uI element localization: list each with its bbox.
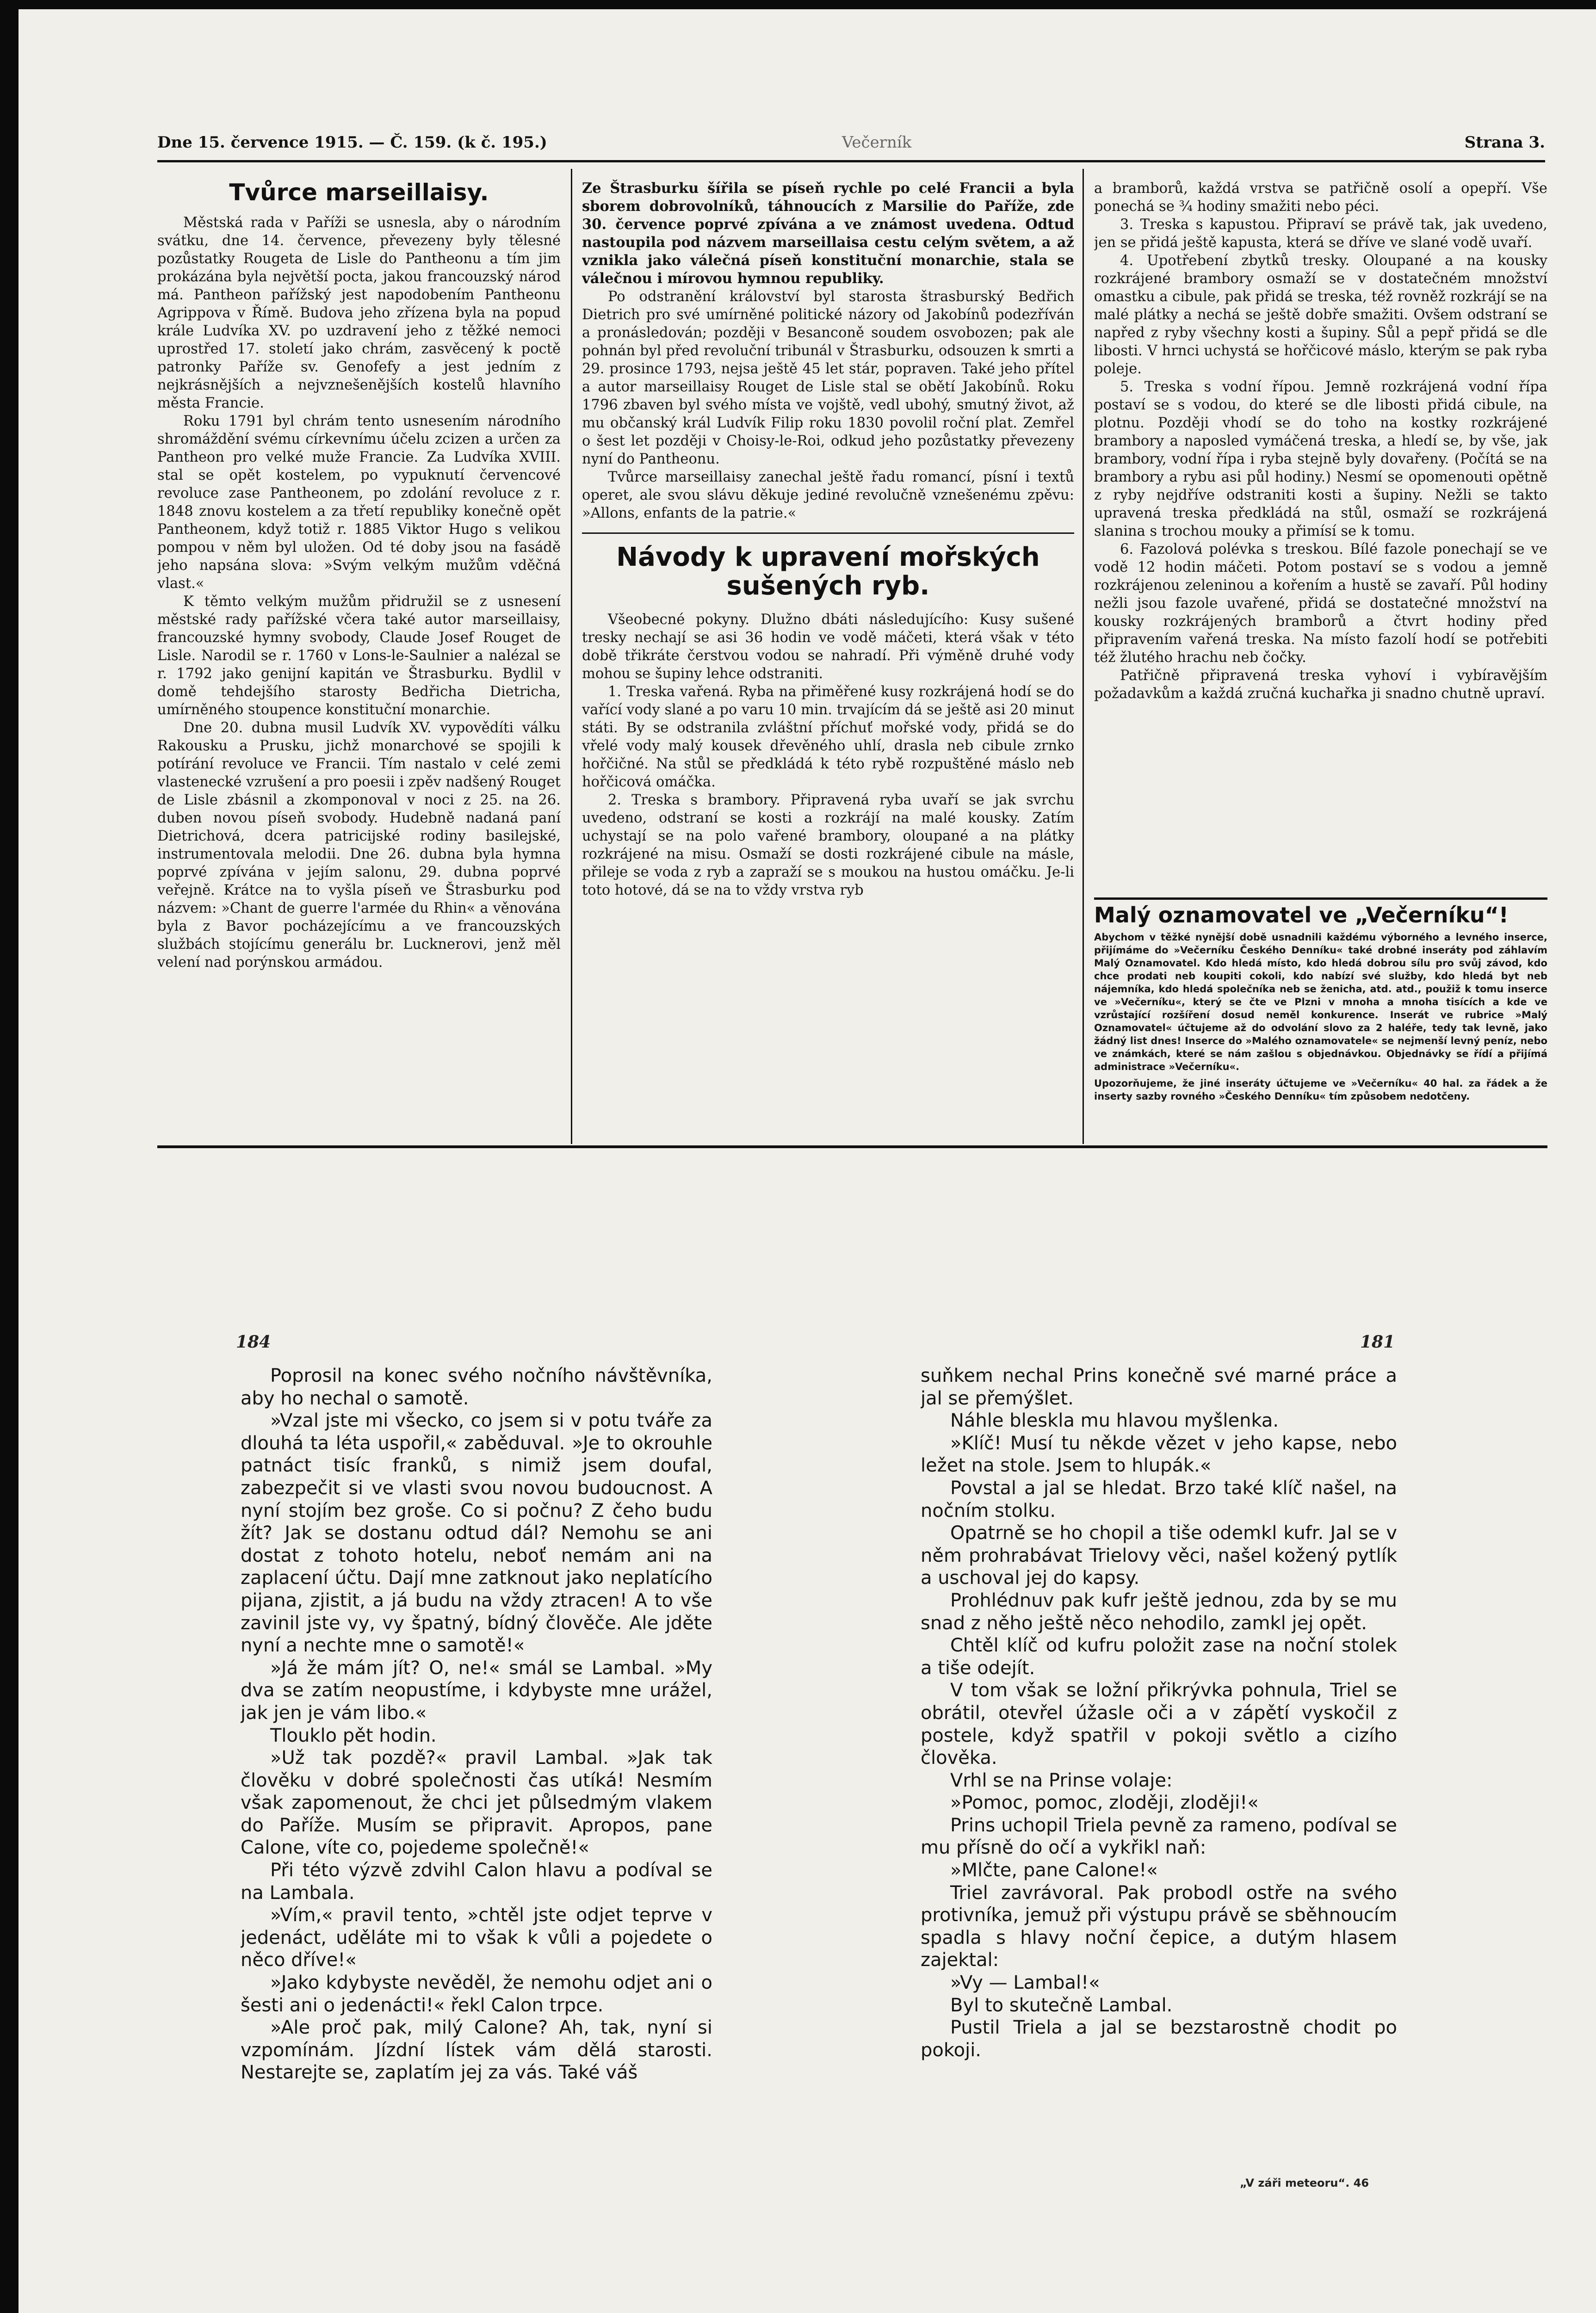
article-paragraph: Ze Štrasburku šířila se píseň rychle po celé Francii a byla sborem dobrovolníků, táhnoucích z Marsilie do Paříže, zde 30. července poprvé zpívána a ve známost uvedena. Odtud nastoupila pod názvem marseillaisa cestu celým světem, a až vznikla jako válečná píseň konstituční monarchie, stala se válečnou i mírovou hymnou republiky. <box>582 180 1074 287</box>
story-paragraph: Prins uchopil Triela pevně za rameno, podíval se mu přísně do očí a vykřikl naň: <box>921 1814 1397 1859</box>
recipe-paragraph: Všeobecné pokyny. Dlužno dbáti následujícího: Kusy sušené tresky nechají se asi 36 hodin ve vodě máčeti, která však v této době třikráte čerstvou vodou se nahradí. Při výměně druhé vody mohou se šupiny lehce odstraniti. <box>582 612 1074 682</box>
story-paragraph: Opatrně se ho chopil a tiše odemkl kufr. Jal se v něm prohrabávat Trielovy věci, našel kožený pytlík a uschoval jej do kapsy. <box>921 1522 1397 1589</box>
story-paragraph: Při této výzvě zdvihl Calon hlavu a podíval se na Lambala. <box>241 1860 712 1904</box>
page-header <box>157 133 1545 161</box>
recipe-paragraph: 6. Fazolová polévka s treskou. Bílé fazole ponechají se ve vodě 12 hodin máčeti. Potom postaví se s vodou a jemně rozkrájenou zeleninou a kořením a hustě se zavaří. Půl hodiny nežli jsou fazole uvařené, přidá se dostatečné množství na kousky rozkrájených bramborů a čtvrt hodiny před připravením vařená treska. Na místo fazolí hodí se potřebiti též žlutého hrachu neb čočky. <box>1094 541 1547 666</box>
story-paragraph: Povstal a jal se hledat. Brzo také klíč našel, na nočním stolku. <box>921 1477 1397 1521</box>
article-column-2 <box>582 179 1074 1145</box>
newspaper-page <box>19 9 1596 2313</box>
article-title-marseillaise: Tvůrce marseillaisy. <box>229 179 489 206</box>
story-paragraph: Triel zavrávoral. Pak probodl ostře na svého protivníka, jemuž při výstupu právě se sběhnoucím spadla s hlavy noční čepice, a dutým hlasem zajektal: <box>921 1882 1397 1971</box>
article-paragraph: Tvůrce marseillaisy zanechal ještě řadu romancí, písní i textů operet, ale svou slávu děkuje jediné revolučně vznešenému zpěvu: »Allons, enfants de la patrie.« <box>582 469 1074 521</box>
story-paragraph: »Vy — Lambal!« <box>950 1972 1100 1994</box>
page-bottom-rule <box>157 1145 1547 1148</box>
ad-rule-top <box>1094 897 1547 900</box>
story-page-number-left: 184 <box>236 1332 271 1352</box>
story-paragraph: suňkem nechal Prins konečně své marné práce a jal se přemýšlet. <box>921 1365 1397 1409</box>
recipe-paragraph: 3. Treska s kapustou. Připraví se právě tak, jak uvedeno, jen se přidá ještě kapusta, která se dříve ve slané vodě uvaří. <box>1094 216 1547 251</box>
column-divider-2 <box>1083 169 1084 1144</box>
recipe-paragraph: 2. Treska s brambory. Připravená ryba uvaří se jak svrchu uvedeno, odstraní se kosti a rozkrájí na malé kousky. Zatím uchystají se na polo vařené brambory, oloupané a na plátky rozkrájené na misu. Osmaží se dosti rozkrájené cibule na másle, přileje se voda z ryb a zapraží se s moukou na hustou omáčku. Je-li toto hotové, dá se na to vždy vrstva ryb <box>582 792 1074 898</box>
story-paragraph: »Už tak pozdě?« pravil Lambal. »Jak tak člověku v dobré společnosti čas utíká! Nesmím však zapomenout, že chci jet půlsedmým vlakem do Paříže. Musím se připravit. Apropos, pane Calone, víte co, pojedeme společně!« <box>241 1747 712 1859</box>
serial-story-footnote: „V záři meteoru“. 46 <box>1240 2177 1369 2189</box>
story-paragraph: »Klíč! Musí tu někde vězet v jeho kapse, nebo ležet na stole. Jsem to hlupák.« <box>921 1432 1397 1477</box>
recipe-paragraph: Patřičně připravená treska vyhoví i vybíravějším požadavkům a každá zručná kuchařka ji snadno chutně upraví. <box>1094 668 1547 702</box>
story-paragraph: »Já že mám jít? O, ne!« smál se Lambal. »My dva se zatím neopustíme, i kdybyste mne urážel, jak jen je vám libo.« <box>241 1657 712 1724</box>
story-paragraph: »Vím,« pravil tento, »chtěl jste odjet teprve v jedenáct, uděláte mi to však k vůli a pojedete o něco dříve!« <box>241 1905 712 1971</box>
story-paragraph: Pustil Triela a jal se bezstarostně chodit po pokoji. <box>921 2017 1397 2061</box>
article-column-1 <box>157 179 561 1145</box>
article-paragraph: K těmto velkým mužům přidružil se z usnesení městské rady pařížské včera také autor marseillaisy, francouzské hymny svobody, Claude Josef Rouget de Lisle. Narodil se r. 1760 v Lons-le-Saulnier a nalézal se r. 1792 jako genijní kapitán ve Štrasburku. Bydlil v domě tehdejšího starosty Bedřicha Dietricha, umírněného stoupence konstituční monarchie. <box>157 594 561 718</box>
story-paragraph: Vrhl se na Prinse volaje: <box>950 1769 1173 1791</box>
header-page-number: Strana 3. <box>1464 133 1545 152</box>
article-paragraph: Po odstranění království byl starosta štrasburský Bedřich Dietrich pro své umírněné politické názory od Jakobínů podezříván a pronásledován; později v Besanconě soudem osvobozen; pak ale pohnán byl před revoluční tribunál v Štrasburku, odsouzen k smrti a 29. prosince 1793, nejsa ještě 45 let stár, popraven. Také jeho přítel a autor marseillaisy Rouget de Lisle stal se obětí Jakobínů. Roku 1796 zbaven byl svého místa ve vojště, vedl ubohý, smutný život, až mu občanský král Ludvík Filip roku 1830 povolil roční plat. Zemřel o šest let později v Choisy-le-Roi, odkud jeho pozůstatky převezeny nyní do Pantheonu. <box>582 289 1074 467</box>
classified-ad-box <box>1094 902 1547 1143</box>
story-paragraph: »Mlčte, pane Calone!« <box>950 1860 1158 1881</box>
header-date-issue: Dne 15. července 1915. — Č. 159. (k č. 195.) <box>157 133 547 152</box>
story-paragraph: Prohlédnuv pak kufr ještě jednou, zda by se mu snad z něho ještě něco nehodilo, zamkl jej opět. <box>921 1589 1397 1634</box>
story-paragraph: Byl to skutečně Lambal. <box>950 1994 1173 2016</box>
recipe-paragraph: a bramborů, každá vrstva se patřičně osolí a opepří. Vše ponechá se ¾ hodiny smažiti nebo péci. <box>1094 180 1547 215</box>
story-paragraph: »Pomoc, pomoc, zloději, zloději!« <box>950 1792 1259 1814</box>
article-column-3 <box>1094 179 1547 894</box>
story-paragraph: »Ale proč pak, milý Calone? Ah, tak, nyní si vzpomínám. Jízdní lístek vám dělá starosti. Nestarejte se, zaplatím jej za vás. Také váš <box>241 2017 712 2084</box>
serial-story-left <box>241 1365 712 2183</box>
story-paragraph: »Vzal jste mi všecko, co jsem si v potu tváře za dlouhá ta léta uspořil,« zaběduval. »Je to okrouhle patnáct tisíc franků, s nimiž jsem doufal, zabezpečit si ve vlasti svou novou budoucnost. A nyní stojím bez groše. Co si počnu? Z čeho budu žít? Jak se dostanu odtud dál? Nemohu se ani dostat z tohoto hotelu, neboť nemám ani na zaplacení účtu. Dají mne zatknout jako neplatícího pijana, zjistit, a já budu na vždy ztracen! A to vše zavinil jste vy, vy špatný, bídný člověče. Ale jděte nyní a nechte mne o samotě!« <box>241 1410 712 1657</box>
recipes-title: Návody k upravení mořských sušených ryb. <box>616 542 1040 601</box>
classified-ad-text: Abychom v těžké nynější době usnadnili každému výborného a levného inserce, přijímáme do »Večerníku Českého Denníku« také drobné inseráty pod záhlavím Malý Oznamovatel. Kdo hledá místo, kdo hledá dobrou sílu pro svůj závod, kdo chce prodati neb koupiti cokoli, kdo nabízí své služby, kdo hledá byt neb nájemníka, kdo hledá společníka neb se ženicha, atd. atd., použiž k tomu inserce ve »Večerníku«, který se čte ve Plzni v mnoha a mnoha tisících a kde ve vzrůstající rozšíření dosud neměl konkurence. Inserát ve rubrice »Malý Oznamovatel« účtujeme až do odvolání slovo za 2 haléře, tedy tak levně, jako žádný list dnes! Inserce do »Malého oznamovatele« se nejmenší levný peníz, nebo ve známkách, které se nám zašlou s objednávkou. Objednávky se řídí a přijímá administrace »Večerníku«. <box>1094 932 1547 1072</box>
story-paragraph: Chtěl klíč od kufru položit zase na noční stolek a tiše odejít. <box>921 1635 1397 1679</box>
recipe-paragraph: 4. Upotřebení zbytků tresky. Oloupané a na kousky rozkrájené brambory osmaží se v dostatečném množství omastku a cibule, pak přidá se treska, též rovněž rozkrájí se na malé plátky a nechá se ještě dobře smažiti. Ovšem odstraní se napřed z ryby všechny kosti a šupiny. Sůl a pepř přidá se dle libosti. V hrnci uchystá se hořčicové máslo, kterým se pak ryba poleje. <box>1094 253 1547 377</box>
article-paragraph: Dne 20. dubna musil Ludvík XV. vypovědíti válku Rakousku a Prusku, jichž monarchové se spojili k potírání revoluce ve Francii. Tím nastalo v celé zemi vlastenecké vzrušení a pro poesii i zpěv nadšený Rouget de Lisle zbásnil a zkomponoval v noci z 25. na 26. duben novou píseň svobody. Hudebně nadaná paní Dietrichová, dcera patricijské rodiny basilejské, instrumentovala melodii. Dne 26. dubna byla hymna poprvé zpívána v jejím salonu, 29. dubna poprvé veřejně. Krátce na to vyšla píseň ve Štrasburku pod názvem: »Chant de guerre l'armée du Rhin« a věnována byla z Bavor pocházejícímu a ve francouzských službách stojícímu generálu br. Lucknerovi, jenž měl velení nad porýnskou armádou. <box>157 720 561 971</box>
story-paragraph: Tlouklo pět hodin. <box>270 1725 437 1746</box>
story-page-number-right: 181 <box>1360 1332 1395 1352</box>
story-paragraph: V tom však se ložní přikrývka pohnula, Triel se obrátil, otevřel úžasle oči a v zápětí vyskočil z postele, když spatřil v pokoji světlo a cizího člověka. <box>921 1680 1397 1769</box>
recipe-paragraph: 1. Treska vařená. Ryba na přiměřené kusy rozkrájená hodí se do vařící vody slané a po varu 10 min. trvajícím dá se ještě asi 20 minut státi. By se odstranila zvláštní příchuť mořské vody, přidá se do vřelé vody malý kousek dřevěného uhlí, drasla neb cibule zrnko hořčičné. Na stůl se předkládá k této rybě rozpuštěné máslo neb hořčicová omáčka. <box>582 684 1074 790</box>
story-paragraph: Poprosil na konec svého nočního návštěvníka, aby ho nechal o samotě. <box>241 1365 712 1409</box>
story-paragraph: »Jako kdybyste nevěděl, že nemohu odjet ani o šesti ani o jedenácti!« řekl Calon trpce. <box>241 1972 712 2016</box>
classified-ad-title: Malý oznamovatel ve „Večerníku“! <box>1094 903 1509 928</box>
classified-ad-note: Upozorňujeme, že jiné inseráty účtujeme ve »Večerníku« 40 hal. za řádek a že inserty sazby rovného »Českého Denníku« tím způsobem nedotčeny. <box>1094 1078 1547 1102</box>
header-rule <box>157 160 1545 162</box>
story-paragraph: Náhle bleskla mu hlavou myšlenka. <box>950 1410 1279 1432</box>
recipe-paragraph: 5. Treska s vodní řípou. Jemně rozkrájená vodní řípa postaví se s vodou, do které se dle libosti přidá cibule, na plotnu. Později vhodí se do toho na kostky rozkrájené brambory a naposled vymáčená treska, a hledí se, by vše, jak brambory, vodní řípa i ryba stejně byly dovařeny. (Počítá se na brambory a rybu asi půl hodiny.) Nesmí se opomenouti opětně z ryby nejdříve odstraniti kosti a šupiny. Nežli se takto upravená treska předkládá na stůl, osmaží se rozkrájená slanina s trochou mouky a přimísí se k tomu. <box>1094 379 1547 539</box>
column-divider-1 <box>571 169 572 1144</box>
article-paragraph: Městská rada v Paříži se usnesla, aby o národním svátku, dne 14. července, převezeny byly tělesné pozůstatky Rougeta de Lisle do Pantheonu a tím jim prokázána byla největší pocta, jakou francouzský národ má. Pantheon pařížský jest napodobením Pantheonu Agrippova v Římě. Budova jeho zřízena byla na popud krále Ludvíka XV. po uzdravení jeho z těžké nemoci uprostřed 17. století jako chrám, zasvěcený k poctě patronky Paříže sv. Genofefy a jest jedním z nejkrásnějších a nejvznešenějších kostelů hlavního města Francie. <box>157 215 561 411</box>
header-masthead: Večerník <box>842 133 912 152</box>
section-rule <box>582 532 1074 534</box>
article-paragraph: Roku 1791 byl chrám tento usnesením národního shromáždění svému církevnímu účelu zcizen a určen za Pantheon pro velké muže Francie. Za Ludvíka XVIII. stal se opět kostelem, po vypuknutí červencové revoluce zase Pantheonem, po zdolání revoluce z r. 1848 znovu kostelem a za třetí republiky konečně opět Pantheonem, když totiž r. 1885 Viktor Hugo s velikou pompou v něm byl uložen. Od té doby jsou na fasádě jeho napsána slova: »Svým velkým mužům vděčná vlast.« <box>157 413 561 592</box>
serial-story-right <box>921 1365 1397 2183</box>
